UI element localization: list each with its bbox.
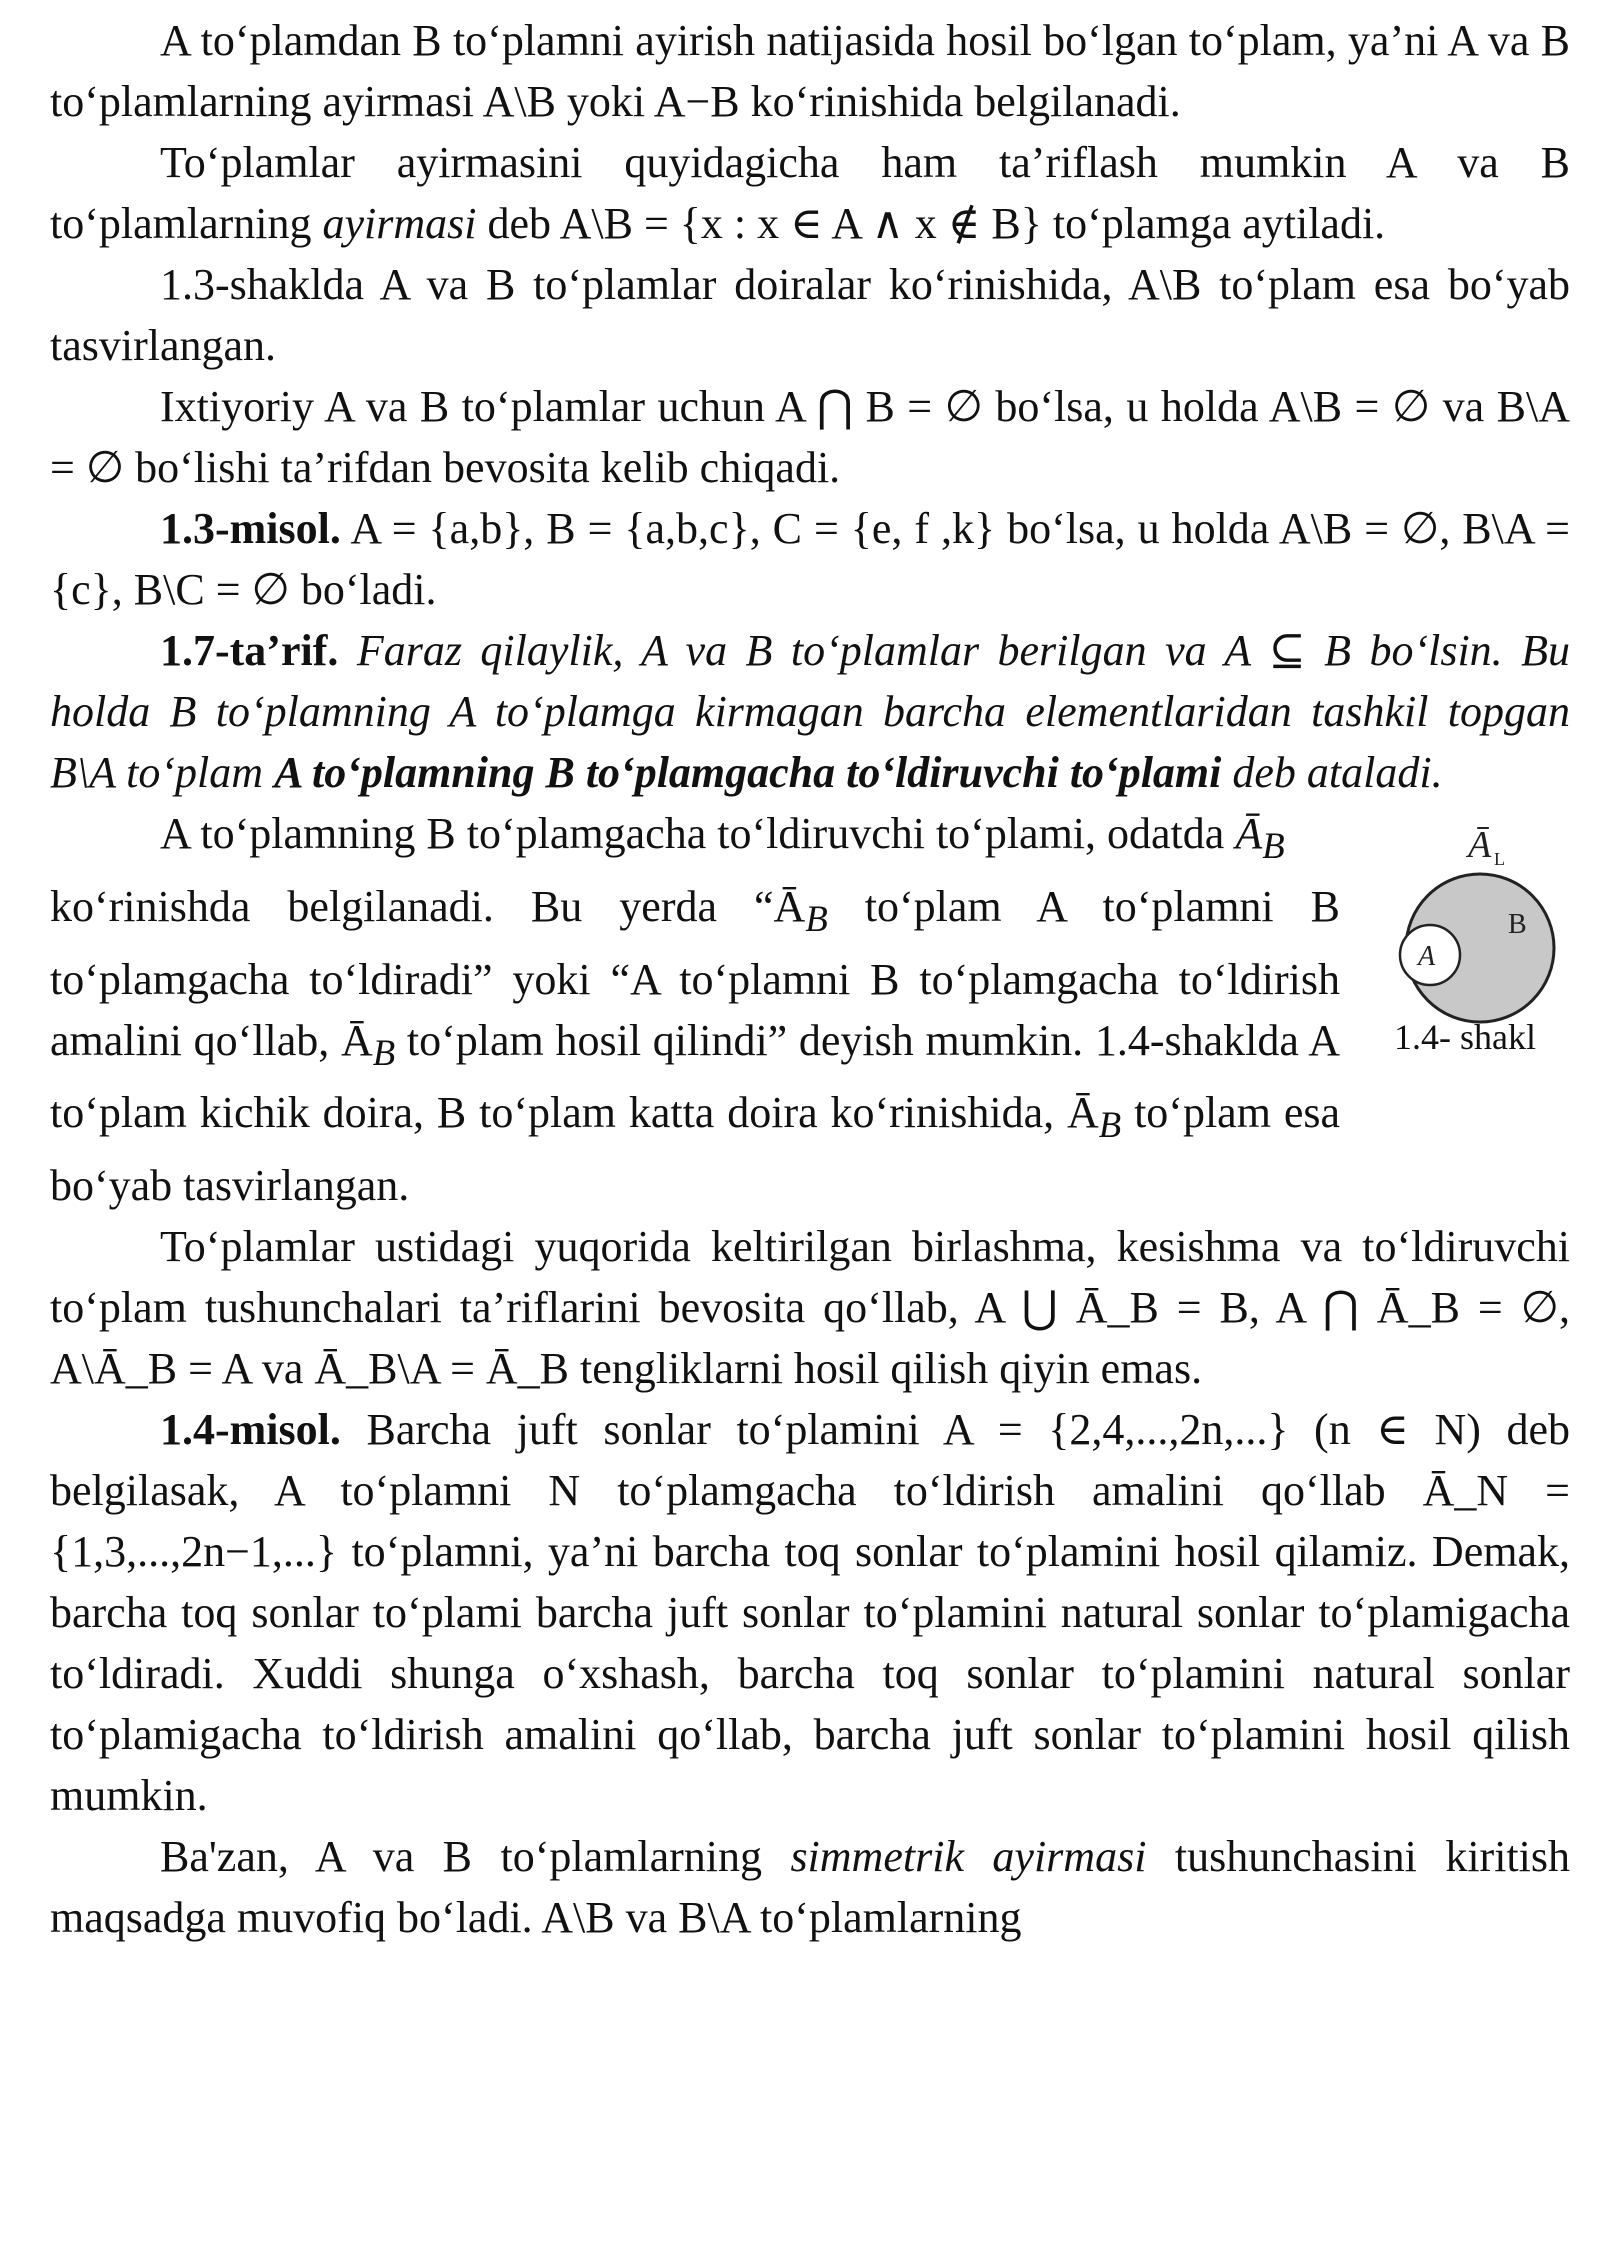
- circle-b-label: B: [1508, 909, 1527, 940]
- subscript: B: [805, 897, 828, 939]
- example-1-4: [50, 1399, 1570, 1826]
- document-page: [50, 10, 1570, 1948]
- paragraph-text: A to‘plamdan B to‘plamni ayirish natijasida hosil bo‘lgan to‘plam, ya’ni A va B to‘plamlarning ayirmasi A\B yoki A−B ko‘rinishida belgilanadi.: [50, 16, 1570, 126]
- example-1-3: [50, 498, 1570, 620]
- paragraph-text: to‘plam A to‘plamni B to‘plamgacha to‘ldiradi” yoki “A to‘plamni B to‘plamgacha to‘ldirish amalini qo‘llab, Ā: [50, 881, 1340, 1065]
- example-label: 1.3-misol.: [160, 504, 341, 553]
- complement-subscript: L: [1494, 849, 1505, 869]
- circle-a-label: A: [1418, 941, 1436, 972]
- definition-text: deb ataladi.: [1221, 748, 1443, 797]
- definition-label: 1.7-ta’rif.: [160, 626, 339, 675]
- figure-caption: 1.4- shakl: [1394, 1017, 1536, 1057]
- paragraph-text: tushunchasini kiritish maqsadga muvofiq bo‘ladi. A\B va B\A to‘plamlarning: [50, 1832, 1571, 1943]
- complement-symbol: Ā: [1468, 824, 1492, 866]
- subscript: B: [1098, 1104, 1122, 1146]
- paragraph-text: To‘plamlar ustidagi yuqorida keltirilgan birlashma, kesishma va to‘ldiruvchi to‘plam tushunchalari ta’riflarini bevosita qo‘llab, A ⋃ Ā_B = B, A ⋂ Ā_B = ∅, A\Ā_B = A va Ā_B\A = Ā_B tengliklarni hosil qilish qiyin emas.: [50, 1222, 1570, 1394]
- paragraph-difference-definition: [50, 132, 1570, 254]
- complement-section: [50, 803, 1570, 1216]
- paragraph-text: to‘plam hosil qilindi” deyish mumkin. 1.4-shaklda A to‘plam kichik doira, B to‘plam katta doira ko‘rinishida, Ā: [50, 1015, 1340, 1138]
- paragraph-text: ko‘rinishda belgilanadi. Bu yerda “Ā: [50, 881, 806, 931]
- example-label: 1.4-misol.: [160, 1405, 341, 1455]
- term-simmetrik-ayirmasi: simmetrik ayirmasi: [790, 1832, 1147, 1882]
- complement-symbol-inline: Ā: [1235, 809, 1263, 858]
- paragraph-complement-identities: [50, 1216, 1570, 1399]
- paragraph-empty-intersection: [50, 376, 1570, 498]
- paragraph-text: To‘plamlar ayirmasini quyidagicha ham ta’riflash mumkin A va B to‘plamlarning: [50, 138, 1570, 248]
- paragraph-figure-1-3-reference: [50, 254, 1570, 376]
- paragraph-text: Ixtiyoriy A va B to‘plamlar uchun A ⋂ B = ∅ bo‘lsa, u holda A\B = ∅ va B\A = ∅ bo‘lishi ta’rifdan bevosita kelib chiqadi.: [50, 382, 1570, 492]
- paragraph-symmetric-difference: [50, 1826, 1570, 1948]
- paragraph-text: Ba'zan, A va B to‘plamlarning: [160, 1832, 791, 1882]
- paragraph-text: A to‘plamning B to‘plamgacha to‘ldiruvchi to‘plami, odatda: [160, 809, 1236, 858]
- paragraph-text: deb A\B = {x : x ∈ A ∧ x ∉ B} to‘plamga aytiladi.: [476, 199, 1386, 248]
- paragraph-text: to‘plam esa bo‘yab tasvirlangan.: [50, 1088, 1340, 1211]
- example-text: Barcha juft sonlar to‘plamini A = {2,4,...,2n,...} (n ∈ N) deb belgilasak, A to‘plamni N to‘plamgacha to‘ldirish amalini qo‘llab Ā_N = {1,3,...,2n−1,...} to‘plamni, ya’ni barcha toq sonlar to‘plamini hosil qilamiz. Demak, barcha toq sonlar to‘plami barcha juft sonlar to‘plamini natural sonlar to‘plamigacha to‘ldiradi. Xuddi shunga o‘xshash, barcha toq sonlar to‘plamini natural sonlar to‘plamigacha to‘ldirish amalini qo‘llab, barcha juft sonlar to‘plamini hosil qilish mumkin.: [50, 1405, 1570, 1821]
- complement-subscript-inline: B: [1262, 824, 1285, 866]
- definition-1-7: [50, 620, 1570, 803]
- paragraph-complement-notation-cont: [50, 876, 1340, 1216]
- definition-term: A to‘plamning B to‘plamgacha to‘ldiruvchi to‘plami: [274, 748, 1222, 797]
- term-ayirmasi: ayirmasi: [322, 199, 477, 248]
- paragraph-difference-notation: [50, 10, 1570, 132]
- subscript: B: [372, 1031, 396, 1073]
- paragraph-text: 1.3-shaklda A va B to‘plamlar doiralar ko‘rinishida, A\B to‘plam esa bo‘yab tasvirlangan.: [50, 260, 1570, 370]
- example-text: A = {a,b}, B = {a,b,c}, C = {e, f ,k} bo‘lsa, u holda A\B = ∅, B\A = {c}, B\C = ∅ bo‘ladi.: [50, 504, 1570, 614]
- definition-text: Faraz qilaylik, A va B to‘plamlar berilgan va A ⊆ B bo‘lsin. Bu holda B to‘plamning A to‘plamga kirmagan barcha elementlaridan tashkil topgan B\A to‘plam: [50, 626, 1570, 797]
- figure-1-4: [1340, 803, 1570, 1073]
